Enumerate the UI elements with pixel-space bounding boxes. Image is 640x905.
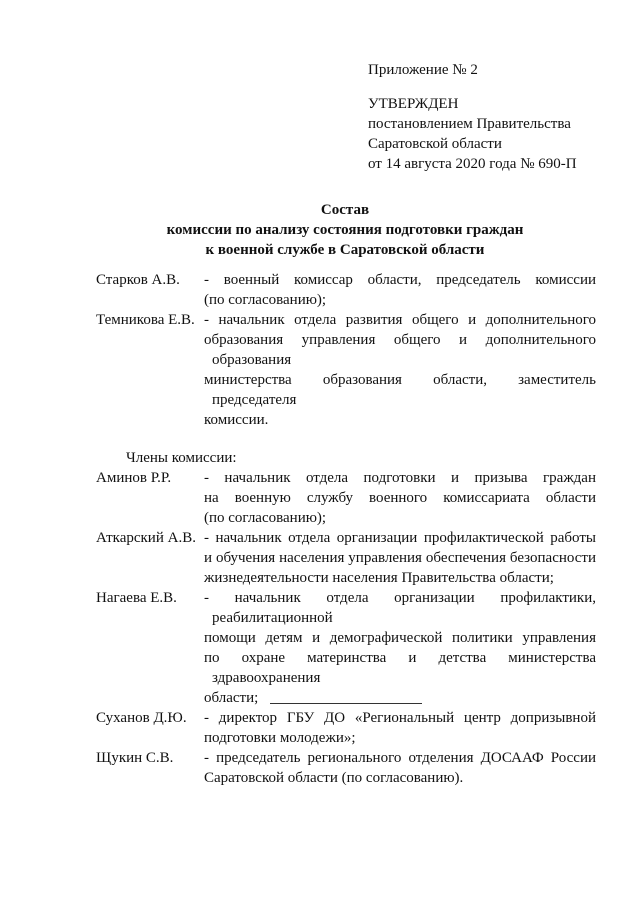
title-line-2: комиссии по анализу состояния подготовки граждан (166, 222, 524, 238)
document-title (100, 200, 590, 260)
member-description-line: - начальник отдела организации профилактики, реабилитационной (204, 590, 596, 626)
member-description-line: - председатель регионального отделения ДОСААФ России (204, 750, 596, 766)
member-description-line: министерства образования области, заместитель председателя (204, 372, 596, 408)
member-description (204, 270, 596, 310)
member-description-line: - военный комиссар области, председатель комиссии (204, 272, 596, 288)
end-divider (270, 703, 422, 704)
member-name: Темникова Е.В. (96, 312, 195, 328)
member-description-line: - начальник отдела развития общего и дополнительного (204, 312, 596, 328)
member-description (204, 468, 596, 528)
member-name: Старков А.В. (96, 272, 180, 288)
list-item (96, 528, 596, 588)
member-description-line: (по согласованию); (204, 510, 327, 526)
member-description-line: подготовки молодежи»; (204, 730, 356, 746)
title-line-1: Состав (320, 202, 370, 218)
member-description-line: области; (204, 690, 259, 706)
member-description-line: на военную службу военного комиссариата области (204, 490, 596, 506)
appendix-number: Приложение № 2 (368, 62, 478, 78)
member-description-line: комиссии. (204, 412, 269, 428)
approval-line-3: от 14 августа 2020 года № 690-П (368, 156, 577, 172)
member-name: Аткарский А.В. (96, 530, 196, 546)
list-item (96, 310, 596, 430)
member-description-line: - директор ГБУ ДО «Региональный центр допризывной (204, 710, 596, 726)
member-name: Аминов Р.Р. (96, 470, 172, 486)
approval-line-2: Саратовской области (368, 136, 502, 152)
title-line-3: к военной службе в Саратовской области (205, 242, 485, 258)
members-label: Члены комиссии: (126, 450, 237, 466)
list-item (96, 748, 596, 788)
member-description (204, 708, 596, 748)
commission-list (96, 270, 596, 788)
member-name: Щукин С.В. (96, 750, 174, 766)
member-description-line: Саратовской области (по согласованию). (204, 770, 464, 786)
member-description-line: - начальник отдела подготовки и призыва граждан (204, 470, 596, 486)
list-item (96, 270, 596, 310)
member-description-line: жизнедеятельности населения Правительства области; (204, 570, 554, 586)
member-name: Нагаева Е.В. (96, 590, 177, 606)
member-description (204, 588, 596, 708)
member-description-line: - начальник отдела организации профилактической работы (204, 530, 596, 546)
member-description (204, 310, 596, 430)
approval-block (368, 60, 618, 174)
list-item (96, 588, 596, 708)
list-item (96, 468, 596, 528)
member-name: Суханов Д.Ю. (96, 710, 187, 726)
approval-line-1: постановлением Правительства (368, 116, 571, 132)
member-description-line: и обучения населения управления обеспечения безопасности (204, 550, 596, 566)
member-description (204, 528, 596, 588)
approved-heading: УТВЕРЖДЕН (368, 96, 459, 112)
member-description (204, 748, 596, 788)
member-description-line: (по согласованию); (204, 292, 327, 308)
member-description-line: образования управления общего и дополнительного образования (204, 332, 596, 368)
member-description-line: помощи детям и демографической политики управления (204, 630, 596, 646)
list-item (96, 708, 596, 748)
member-description-line: по охране материнства и детства министерства здравоохранения (204, 650, 596, 686)
